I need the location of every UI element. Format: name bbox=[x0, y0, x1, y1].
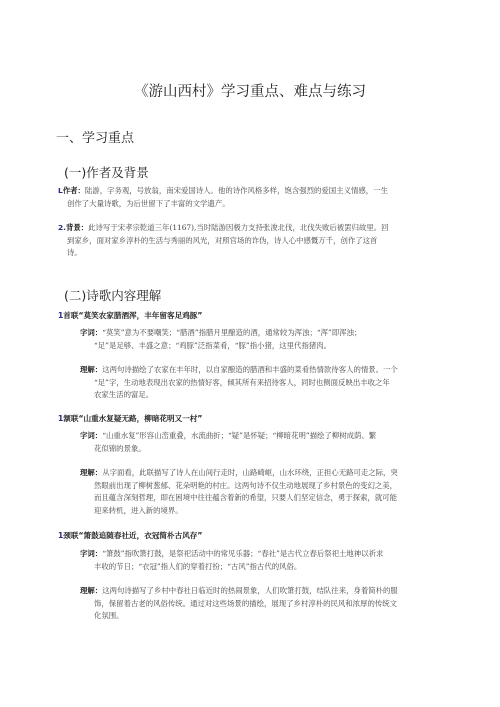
subsection-heading-poem-understanding: (二)诗歌内容理解 bbox=[64, 288, 162, 303]
understanding-text-line: 这两句诗描写了乡村中春社日临近时的热闹景象，人们吹箫打鼓，结队往来，身着简朴的服 bbox=[102, 586, 398, 595]
couplet-number: 1 bbox=[58, 311, 64, 320]
understanding-text-line: “足”字，生动地表现出农家的热情好客，倾其所有来招待客人，同时也侧面反映出丰收之年 bbox=[94, 377, 390, 387]
couplet-label: 首联“莫笑农家腊酒浑，丰年留客足鸡豚” bbox=[63, 311, 203, 320]
couplet-understanding-second bbox=[80, 467, 442, 517]
vocab-text-line: “箫鼓”指吹箫打鼓，是祭祀活动中的常见乐器；“春社”是古代立春后祭祀土地神以祈求 bbox=[102, 549, 384, 558]
item-text-line: 陆游，字务观，号放翁，南宋爱国诗人。他的诗作风格多样，饱含强烈的爱国主义情感，一生 bbox=[84, 186, 388, 195]
couplet-label: 颈联“箫鼓追随春社近，衣冠简朴古风存” bbox=[63, 531, 203, 540]
couplet-heading-second bbox=[58, 413, 202, 424]
couplet-number: 1 bbox=[58, 531, 64, 540]
understanding-label: 理解： bbox=[80, 586, 103, 595]
understanding-text-line: 化氛围。 bbox=[94, 611, 124, 620]
vocab-text-line: 花似锦的景象。 bbox=[94, 443, 146, 453]
vocab-label: 字词： bbox=[80, 549, 103, 558]
couplet-number: 1 bbox=[58, 414, 64, 423]
couplet-vocab-second bbox=[80, 430, 442, 455]
item-text-line: 此诗写于宋孝宗乾道三年(1167),当时陆游因极力支持张浚北伐，北伐失败后被罢归故里。回 bbox=[88, 223, 389, 232]
couplet-understanding-third bbox=[80, 585, 442, 623]
understanding-label: 理解： bbox=[80, 468, 103, 477]
couplet-heading-third bbox=[58, 530, 202, 541]
item-text-line: 诗。 bbox=[67, 248, 82, 257]
couplet-understanding-first bbox=[80, 364, 442, 402]
item-number: L bbox=[58, 186, 63, 195]
vocab-text-line: “莫笑”意为不要嘲笑；“腊酒”指腊月里酿造的酒，通常较为浑浊；“浑”即浑浊； bbox=[102, 328, 362, 337]
understanding-text-line: 农家生活的富足。 bbox=[94, 390, 154, 399]
understanding-text-line: 饰，保留着古老的风俗传统。通过对这些场景的描绘，展现了乡村淳朴的民风和浓厚的传统文 bbox=[94, 598, 398, 608]
vocab-text-line: “足”是足够、丰盛之意；“鸡豚”泛指菜肴，“豚”指小猪，这里代指猪肉。 bbox=[94, 340, 332, 350]
item-text-line: 创作了大量诗歌，为后世留下了丰富的文学遗产。 bbox=[67, 198, 230, 208]
background-item bbox=[58, 222, 442, 260]
vocab-text-line: “山重水复”形容山峦重叠，水流曲折；“疑”是怀疑；“柳暗花明”描绘了柳树成荫、繁 bbox=[102, 431, 377, 440]
vocab-label: 字词： bbox=[80, 431, 103, 440]
understanding-text-line: 这两句诗描绘了农家在丰年时，以自家酿造的腊酒和丰盛的菜肴热情款待客人的情景。一个 bbox=[102, 365, 398, 374]
vocab-text-line: 丰收的节日；“衣冠”指人们的穿着打扮；“古风”指古代的风俗。 bbox=[94, 561, 302, 571]
author-item bbox=[58, 185, 442, 210]
subsection-heading-author-background: (一)作者及背景 bbox=[64, 165, 149, 180]
understanding-text-line: 迎来转机，进入新的境界。 bbox=[94, 505, 183, 515]
item-key-background: 背景： bbox=[65, 223, 89, 232]
understanding-text-line: 然眼前出现了柳树葱郁、花朵明艳的村庄。这两句诗不仅生动地展现了乡村景色的变幻之美， bbox=[94, 480, 398, 490]
understanding-label: 理解： bbox=[80, 365, 103, 374]
item-key-author: 作者： bbox=[62, 186, 85, 195]
section-heading-key-points: 一、学习重点 bbox=[56, 131, 135, 146]
page-title: 《游山西村》学习重点、难点与练习 bbox=[134, 84, 366, 100]
item-number: 2. bbox=[58, 223, 66, 232]
understanding-text-line: 从字面看，此联描写了诗人在山间行走时，山路崎岖，山水环绕，正担心无路可走之际，突 bbox=[102, 468, 398, 477]
couplet-vocab-first bbox=[80, 327, 442, 352]
couplet-vocab-third bbox=[80, 548, 442, 573]
vocab-label: 字词： bbox=[80, 328, 103, 337]
item-text-line: 到家乡，面对家乡淳朴的生活与秀丽的风光，对照官场的诈伪，诗人心中感慨万千，创作了这首 bbox=[67, 235, 378, 245]
couplet-label: 颔联“山重水复疑无路，柳暗花明又一村” bbox=[63, 414, 203, 423]
couplet-heading-first bbox=[58, 310, 202, 321]
understanding-text-line: 而且蕴含深刻哲理，即在困境中往往蕴含着新的希望，只要人们坚定信念，勇于探索，就可能 bbox=[94, 493, 398, 502]
